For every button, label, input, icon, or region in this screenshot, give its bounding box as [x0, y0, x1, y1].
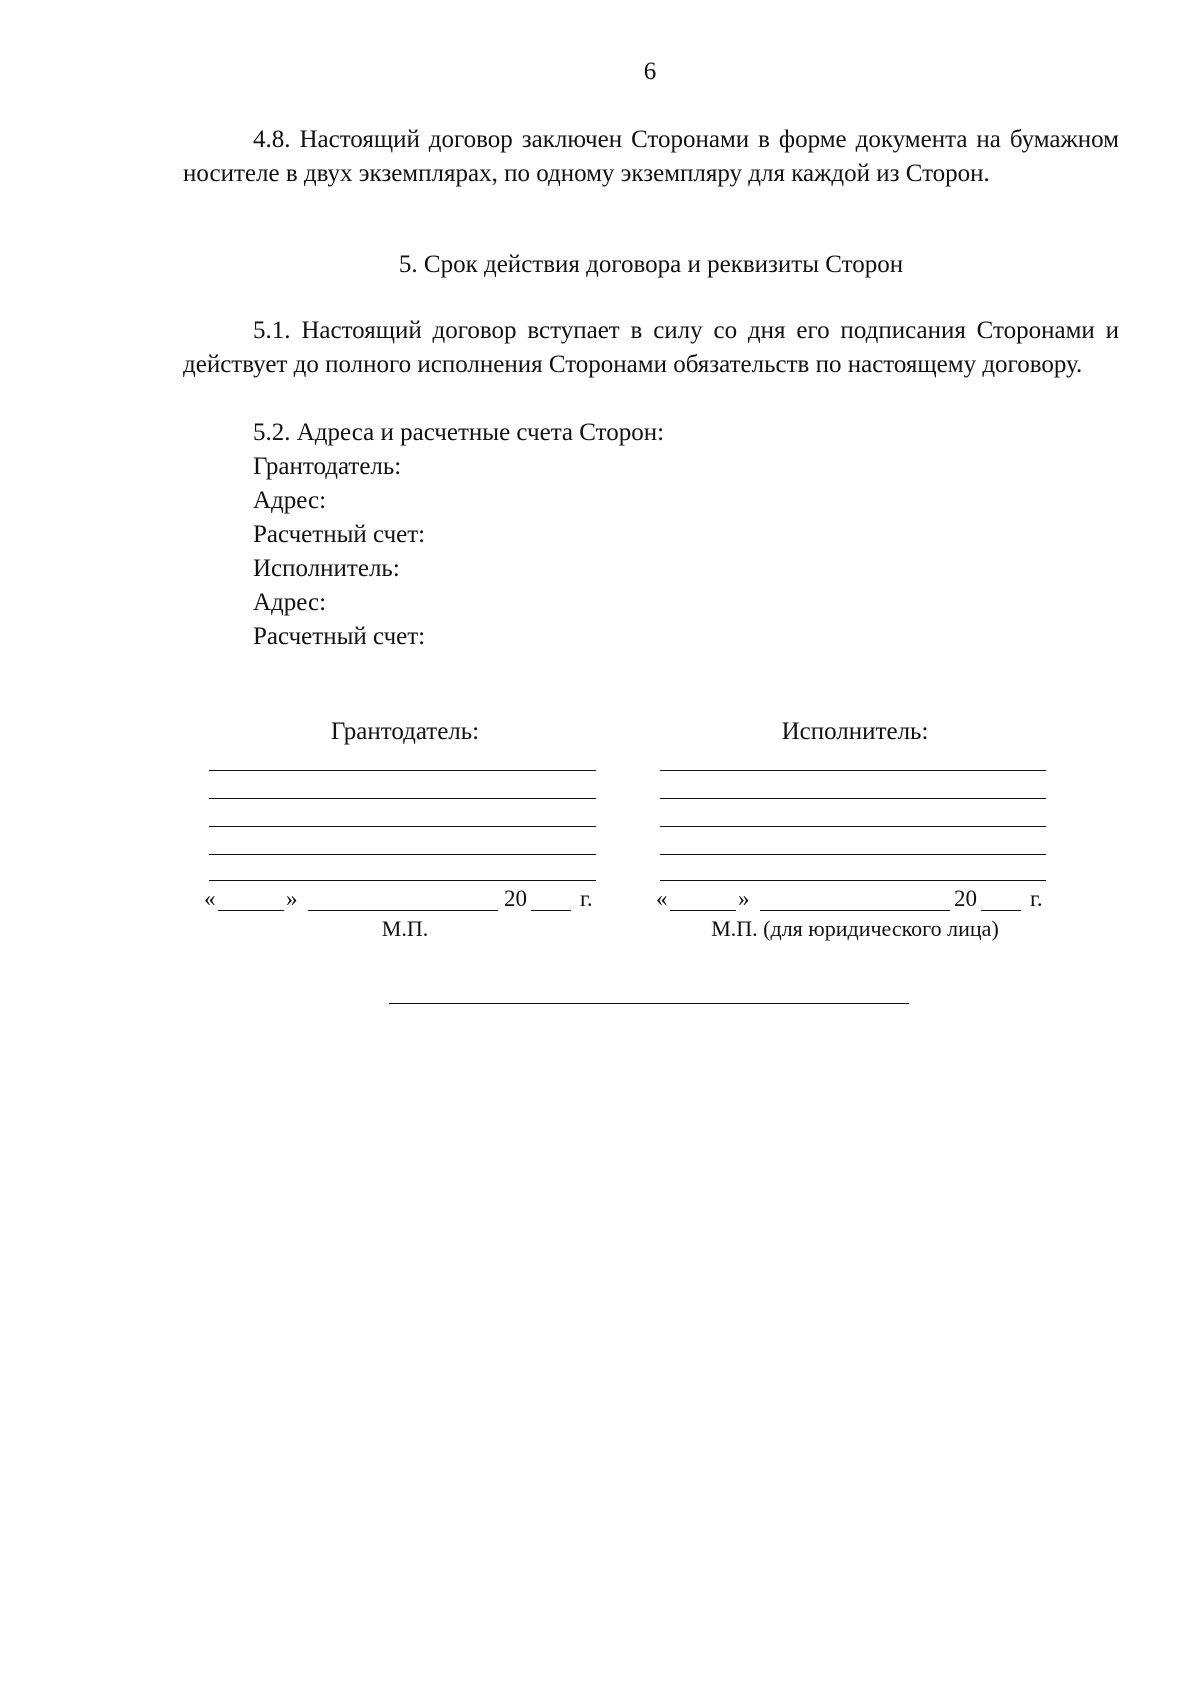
- month-blank: [308, 910, 498, 911]
- year-suffix: г.: [580, 886, 593, 911]
- grantor-address-label: Адрес:: [253, 487, 327, 514]
- executor-signature-title: Исполнитель:: [781, 718, 929, 745]
- date-close-quote: »: [738, 886, 750, 911]
- year-blank: [981, 910, 1021, 911]
- day-blank: [218, 910, 284, 911]
- executor-signature-line: [660, 826, 1046, 827]
- day-blank: [670, 910, 736, 911]
- executor-signature-line: [660, 798, 1046, 799]
- executor-signature-line: [660, 770, 1046, 771]
- executor-address-label: Адрес:: [253, 589, 327, 616]
- grantor-account-label: Расчетный счет:: [253, 521, 426, 548]
- executor-label: Исполнитель:: [253, 555, 400, 582]
- grantor-signature-line: [209, 880, 596, 881]
- date-close-quote: »: [286, 886, 298, 911]
- year-blank: [531, 910, 571, 911]
- requisites-block: [253, 416, 664, 654]
- clause-5-2: 5.2. Адреса и расчетные счета Сторон:: [253, 419, 665, 446]
- grantor-signature-line: [209, 854, 596, 855]
- grantor-signature-line: [209, 770, 596, 771]
- month-blank: [760, 910, 950, 911]
- executor-signature-line: [660, 854, 1046, 855]
- date-open-quote: «: [204, 886, 216, 911]
- grantor-stamp-label: М.П.: [381, 916, 429, 941]
- year-prefix: 20: [954, 886, 977, 911]
- page-number: 6: [643, 58, 657, 85]
- year-prefix: 20: [504, 886, 527, 911]
- executor-stamp-label: М.П. (для юридического лица): [711, 916, 999, 941]
- year-suffix: г.: [1030, 886, 1043, 911]
- grantor-signature-line: [209, 826, 596, 827]
- grantor-label: Грантодатель:: [253, 453, 402, 480]
- grantor-signature-line: [209, 798, 596, 799]
- end-of-document-rule: [389, 1003, 909, 1004]
- date-open-quote: «: [656, 886, 668, 911]
- executor-account-label: Расчетный счет:: [253, 623, 426, 650]
- clause-5-1: 5.1. Настоящий договор вступает в силу со дня его подписания Сторонами и действует до полного исполнения Сторонами обязательств по настоящему договору.: [183, 317, 1119, 378]
- clause-4-8: 4.8. Настоящий договор заключен Сторонами в форме документа на бумажном носителе в двух экземплярах, по одному экземпляру для каждой из Сторон.: [183, 126, 1119, 187]
- grantor-signature-title: Грантодатель:: [330, 718, 480, 745]
- section-5-heading: 5. Срок действия договора и реквизиты Сторон: [398, 251, 904, 278]
- executor-signature-line: [660, 880, 1046, 881]
